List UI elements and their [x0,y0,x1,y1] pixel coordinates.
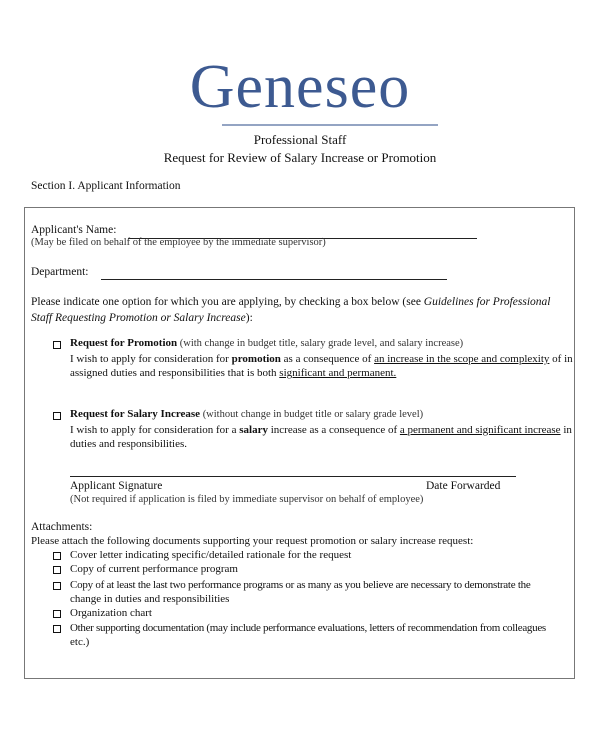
salary-description-line1: I wish to apply for consideration for a salary increase as a consequence of a permanent and significant increase in [70,424,572,436]
signature-label: Applicant Signature [70,480,163,492]
promotion-option-title: Request for Promotion (with change in budget title, salary grade level, and salary increase) [70,337,464,349]
attachment-item-continued: change in duties and responsibilities [70,593,230,605]
attachment-checkbox-current-program[interactable] [53,566,61,574]
attachment-item: Organization chart [70,607,152,619]
geneseo-logo: Geneseo [189,53,411,121]
salary-option-title: Request for Salary Increase (without change in budget title or salary grade level) [70,408,424,420]
attachment-checkbox-cover-letter[interactable] [53,552,61,560]
attachments-title: Attachments: [31,521,93,533]
date-forwarded-label: Date Forwarded [426,480,501,492]
promotion-description-line1: I wish to apply for consideration for promotion as a consequence of an increase in the scope and complexity of in [70,353,573,365]
attachment-checkbox-other[interactable] [53,625,61,633]
form-title: Request for Review of Salary Increase or Promotion [163,150,437,165]
attachment-item: Copy of at least the last two performance programs or as many as you believe are necessary to demonstrate the [70,579,531,591]
instructions: Please indicate one option for which you are applying, by checking a box below (see Guidelines for Professional Staff Requesting Promotion or Salary Increase): [31,296,551,324]
logo-underline [222,124,438,126]
promotion-description-line2: assigned duties and responsibilities that is both significant and permanent. [70,367,397,379]
attachment-checkbox-past-programs[interactable] [53,582,61,590]
attachment-checkbox-org-chart[interactable] [53,610,61,618]
attachment-item: Cover letter indicating specific/detailed rationale for the request [70,549,352,561]
attachment-item: Copy of current performance program [70,563,238,575]
promotion-checkbox[interactable] [53,341,61,349]
department-field[interactable] [101,279,447,280]
salary-description-line2: duties and responsibilities. [70,438,188,450]
section-title: Section I. Applicant Information [31,180,181,192]
attachment-item: Other supporting documentation (may include performance evaluations, letters of recommendation from colleagues [70,622,546,634]
attachments-intro: Please attach the following documents supporting your request promotion or salary increase request: [31,535,474,547]
signature-field[interactable] [70,476,516,477]
department-label: Department: [31,266,89,278]
form-header-line1: Professional Staff [253,132,347,147]
attachment-item-continued: etc.) [70,636,90,648]
applicant-name-label: Applicant's Name: [31,224,117,236]
applicant-name-note: (May be filed on behalf of the employee by the immediate supervisor) [31,237,326,248]
salary-increase-checkbox[interactable] [53,412,61,420]
signature-note: (Not required if application is filed by immediate supervisor on behalf of employee) [70,494,424,505]
